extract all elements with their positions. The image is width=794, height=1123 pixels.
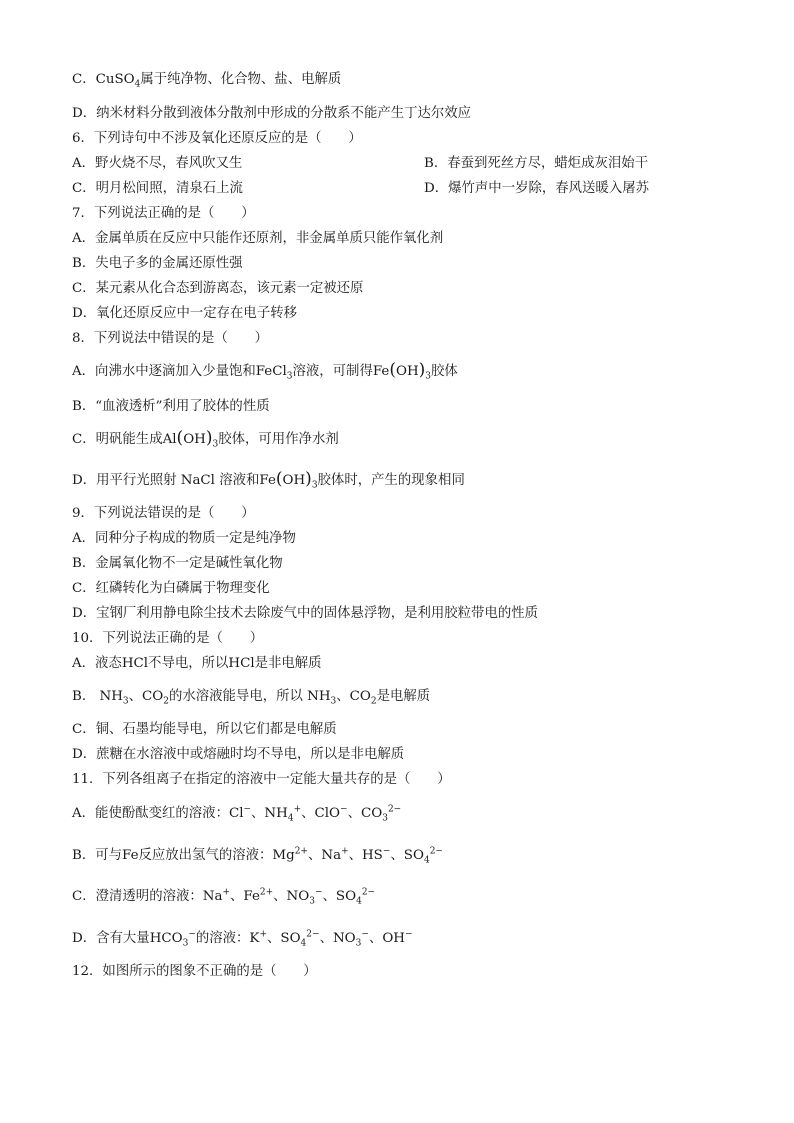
- q7-stem: 7．下列说法正确的是（ ）: [72, 206, 255, 221]
- q8-option-a: A．向沸水中逐滴加入少量饱和FeCl$_3$溶液，可制得$Fe(OH)_3$胶体: [72, 360, 458, 382]
- q9-stem: 9．下列说法错误的是（ ）: [72, 506, 255, 521]
- q11-option-c: C．澄清透明的溶液：Na+、$Fe^{2+}$、$NO_3^-$、$SO_4^{2-}$: [72, 887, 376, 907]
- q6-stem: 6．下列诗句中不涉及氧化还原反应的是（ ）: [72, 131, 362, 146]
- q9-option-c: C．红磷转化为白磷属于物理变化: [72, 581, 270, 596]
- q12-stem: 12．如图所示的图象不正确的是（ ）: [72, 964, 317, 979]
- q7-option-b: B．失电子多的金属还原性强: [72, 256, 243, 271]
- q10-option-a: A．液态HCl不导电，所以HCl是非电解质: [72, 656, 322, 671]
- q8-option-b: B．“血液透析”利用了胶体的性质: [72, 399, 270, 414]
- q7-option-a: A．金属单质在反应中只能作还原剂，非金属单质只能作氧化剂: [72, 231, 444, 246]
- q6-options-cd: [72, 179, 734, 199]
- q6-options-ab: [72, 154, 734, 174]
- q5-option-c: C．CuSO$_4$属于纯净物、化合物、盐、电解质: [72, 72, 342, 90]
- q11-option-a: A．能使酚酞变红的溶液：Cl−、$NH_4^+$、ClO−、$CO_3^{2-}$: [72, 804, 402, 824]
- q10-option-d: D．蔗糖在水溶液中或熔融时均不导电，所以是非电解质: [72, 747, 405, 762]
- q10-option-c: C．铜、石墨均能导电，所以它们都是电解质: [72, 722, 337, 737]
- q10-stem: 10．下列说法正确的是（ ）: [72, 631, 264, 646]
- q6-option-d: D．爆竹声中一岁除，春风送暖入屠苏: [424, 181, 649, 196]
- q6-option-b: B．春蚕到死丝方尽，蜡炬成灰泪始干: [424, 156, 649, 171]
- q6-option-c: C．明月松间照，清泉石上流: [72, 181, 243, 196]
- q7-option-c: C．某元素从化合态到游离态，该元素一定被还原: [72, 281, 364, 296]
- q8-option-c: C．明矾能生成$Al(OH)_3$胶体，可用作净水剂: [72, 428, 339, 450]
- q7-option-d: D．氧化还原反应中一定存在电子转移: [72, 306, 297, 321]
- q11-stem: 11．下列各组离子在指定的溶液中一定能大量共存的是（ ）: [72, 772, 451, 787]
- q11-option-b: B．可与Fe反应放出氢气的溶液：$Mg^{2+}$、Na+、HS−、$SO_4^{2-}$: [72, 846, 443, 866]
- q9-option-b: B．金属氧化物不一定是碱性氧化物: [72, 556, 283, 571]
- q6-option-a: A．野火烧不尽，春风吹又生: [72, 156, 243, 171]
- q5-option-d: D．纳米材料分散到液体分散剂中形成的分散系不能产生丁达尔效应: [72, 106, 472, 121]
- q10-option-b: B． $NH_3$、$CO_2$的水溶液能导电，所以 $NH_3$、$CO_2$是电解质: [72, 689, 431, 707]
- q9-option-a: A．同种分子构成的物质一定是纯净物: [72, 531, 296, 546]
- q8-stem: 8．下列说法中错误的是（ ）: [72, 331, 268, 346]
- q8-option-d: D．用平行光照射 NaCl 溶液和$Fe(OH)_3$胶体时，产生的现象相同: [72, 469, 465, 491]
- q11-option-d: D．含有大量$HCO_3^-$的溶液：K+、$SO_4^{2-}$、$NO_3^-$、OH−: [72, 929, 413, 949]
- q9-option-d: D．宝钢厂利用静电除尘技术去除废气中的固体悬浮物，是利用胶粒带电的性质: [72, 606, 539, 621]
